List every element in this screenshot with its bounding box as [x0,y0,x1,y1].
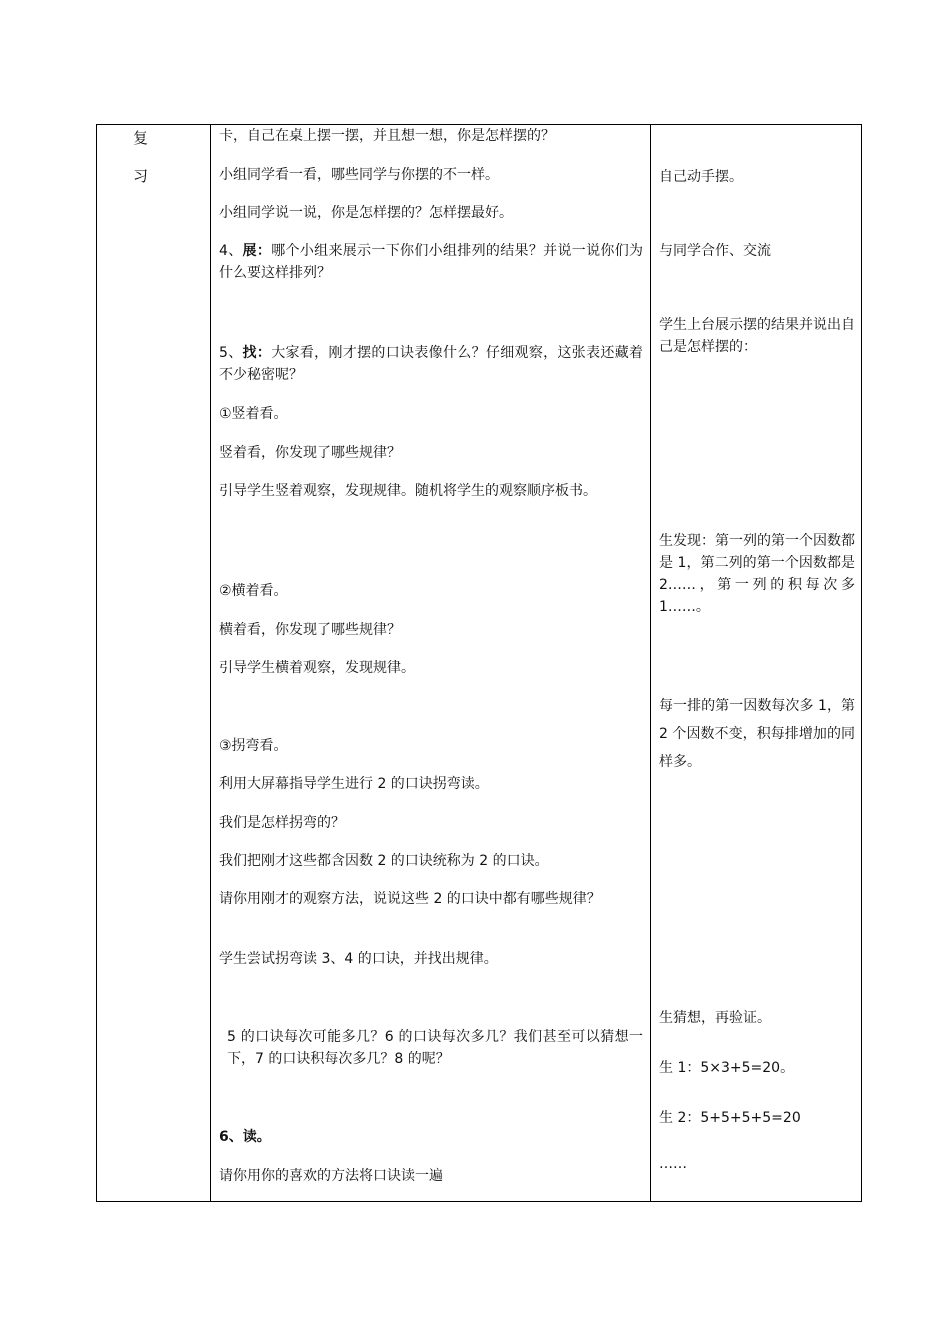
paragraph: ③拐弯看。 [219,738,288,754]
step-text: 哪个小组来展示一下你们小组排列的结果？并说一说你们为什么要这样排列？ [219,243,644,281]
paragraph: 自己动手摆。 [659,169,743,185]
step-number: 5、 [219,345,243,361]
step-heading: 找： [242,345,272,361]
paragraph: 请你用你的喜欢的方法将口诀读一遍 [219,1168,443,1184]
section-label-char: 习 [133,167,151,185]
section-label-char: 复 [133,129,151,147]
paragraph: 学生尝试拐弯读 3、4 的口诀，并找出规律。 [219,951,498,967]
paragraph: 生猜想，再验证。 [659,1010,771,1026]
paragraph: 利用大屏幕指导学生进行 2 的口诀拐弯读。 [219,776,489,792]
paragraph: 生发现：第一列的第一个因数都是 1，第二列的第一个因数都是 2……，第一列的积每次多 1……。 [659,533,855,615]
step-5-paragraph [219,342,643,386]
paragraph: 与同学合作、交流 [659,243,771,259]
paragraph: 我们把刚才这些都含因数 2 的口诀统称为 2 的口诀。 [219,853,549,869]
paragraph: 生 1：5×3+5=20。 [659,1060,795,1076]
paragraph: 生 2：5+5+5+5=20 [659,1110,801,1126]
lesson-plan-table [96,124,862,1202]
paragraph: 横着看，你发现了哪些规律？ [219,622,401,638]
student-activity-cell [651,125,862,1201]
paragraph: …… [659,1156,687,1172]
paragraph: 引导学生横着观察，发现规律。 [219,660,415,676]
paragraph: 每一排的第一因数每次多 1，第 2 个因数不变，积每排增加的同样多。 [659,698,855,770]
step-4-paragraph [219,240,643,284]
step-6-heading: 6、读。 [219,1129,271,1145]
paragraph: 5 的口诀每次可能多几？6 的口诀每次多几？我们甚至可以猜想一下，7 的口诀积每次多几？8 的呢？ [227,1029,643,1067]
paragraph: 小组同学看一看，哪些同学与你摆的不一样。 [219,167,499,183]
section-label-cell [97,125,210,1201]
step-number: 4、 [219,243,243,259]
teacher-activity-cell [211,125,650,1201]
step-heading: 展： [242,243,272,259]
paragraph: 小组同学说一说，你是怎样摆的？怎样摆最好。 [219,205,513,221]
paragraph: 请你用刚才的观察方法，说说这些 2 的口诀中都有哪些规律？ [219,891,601,907]
paragraph: ①竖着看。 [219,406,288,422]
paragraph: 卡，自己在桌上摆一摆，并且想一想，你是怎样摆的？ [219,128,555,144]
step-text: 大家看，刚才摆的口诀表像什么？仔细观察，这张表还藏着不少秘密呢？ [219,345,644,383]
paragraph: ②横着看。 [219,583,288,599]
paragraph: 引导学生竖着观察，发现规律。随机将学生的观察顺序板书。 [219,483,597,499]
paragraph: 竖着看，你发现了哪些规律？ [219,445,401,461]
paragraph: 学生上台展示摆的结果并说出自己是怎样摆的： [659,317,855,355]
paragraph: 我们是怎样拐弯的？ [219,815,345,831]
